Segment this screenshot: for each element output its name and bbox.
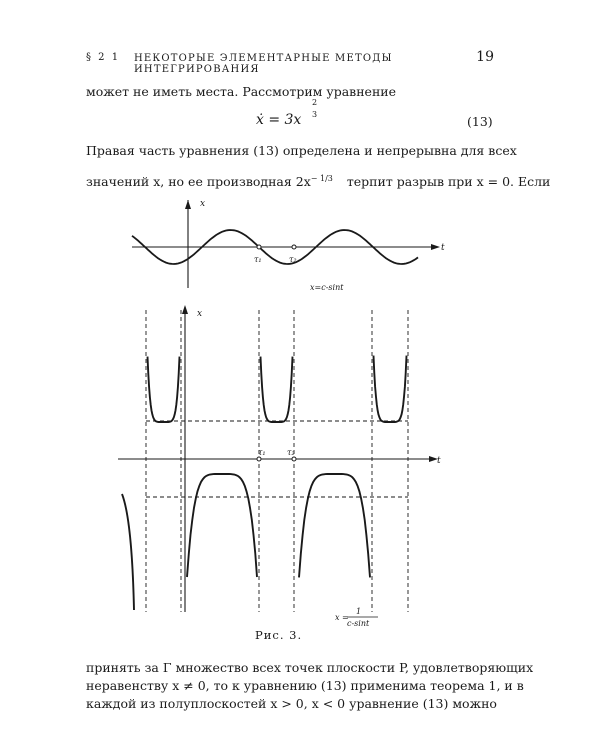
figure-caption: Рис. 3. bbox=[255, 628, 303, 642]
equation-number: (13) bbox=[467, 114, 493, 129]
equation-exponent-denominator: 3 bbox=[312, 110, 318, 119]
bottom-curve-label-denominator: c-sint bbox=[347, 619, 370, 628]
bottom-x-axis-arrow bbox=[182, 305, 188, 314]
top-tau1-point bbox=[257, 245, 261, 249]
text-line-1: может не иметь места. Рассмотрим уравнение bbox=[86, 84, 397, 99]
bottom-tau2-label: τ₂ bbox=[287, 448, 295, 457]
top-graph bbox=[132, 200, 440, 288]
equation-body: ẋ = 3x bbox=[256, 112, 302, 128]
top-curve-label: x=c-sint bbox=[310, 283, 344, 292]
lower-branch-2 bbox=[299, 474, 370, 577]
text-line-2: Правая часть уравнения (13) определена и непрерывна для всех bbox=[86, 143, 517, 158]
bottom-curves bbox=[122, 356, 407, 610]
bottom-tau2-point bbox=[292, 457, 296, 461]
text-bottom-line-3: каждой из полуплоскостей x > 0, x < 0 уравнение (13) можно bbox=[86, 696, 497, 711]
upper-branch-2 bbox=[261, 357, 293, 422]
section-number: § 2 1 bbox=[86, 52, 121, 63]
bottom-curve-label bbox=[335, 607, 378, 628]
bottom-curve-label-lhs: x = bbox=[335, 613, 349, 622]
lower-branch-left-edge bbox=[122, 494, 134, 610]
equation-exponent-numerator: 2 bbox=[312, 98, 318, 107]
chapter-title: НЕКОТОРЫЕ ЭЛЕМЕНТАРНЫЕ МЕТОДЫ ИНТЕГРИРОВАНИЯ bbox=[134, 53, 393, 75]
top-x-axis-arrow bbox=[185, 200, 191, 209]
text-bottom-line-1: принять за Γ множество всех точек плоскости P, удовлетворяющих bbox=[86, 660, 534, 675]
top-tau2-label: τ₂ bbox=[289, 255, 297, 264]
bottom-curve-label-numerator: 1 bbox=[356, 607, 362, 616]
top-x-axis-label: x bbox=[200, 199, 206, 209]
lower-branch-1 bbox=[187, 474, 257, 577]
text-line-3-exponent: − 1/3 bbox=[310, 174, 333, 183]
bottom-tau1-label: τ₁ bbox=[258, 448, 266, 457]
bottom-x-axis-label: x bbox=[197, 309, 203, 319]
text-line-3-part-a: значений x, но ее производная 2x bbox=[86, 174, 311, 190]
top-tau2-point bbox=[292, 245, 296, 249]
top-t-axis-arrow bbox=[431, 244, 440, 250]
top-t-axis-label: t bbox=[441, 243, 445, 253]
bottom-tau1-point bbox=[257, 457, 261, 461]
page-number: 19 bbox=[476, 49, 494, 65]
bottom-t-axis-label: t bbox=[437, 456, 441, 466]
upper-branch-3 bbox=[374, 356, 407, 422]
upper-branch-1 bbox=[148, 357, 180, 422]
top-tau1-label: τ₁ bbox=[254, 255, 262, 264]
text-line-3-part-b: терпит разрыв при x = 0. Если bbox=[346, 174, 551, 190]
bottom-graph bbox=[118, 305, 438, 612]
text-bottom-line-2: неравенству x ≠ 0, то к уравнению (13) применима теорема 1, и в bbox=[86, 678, 524, 693]
